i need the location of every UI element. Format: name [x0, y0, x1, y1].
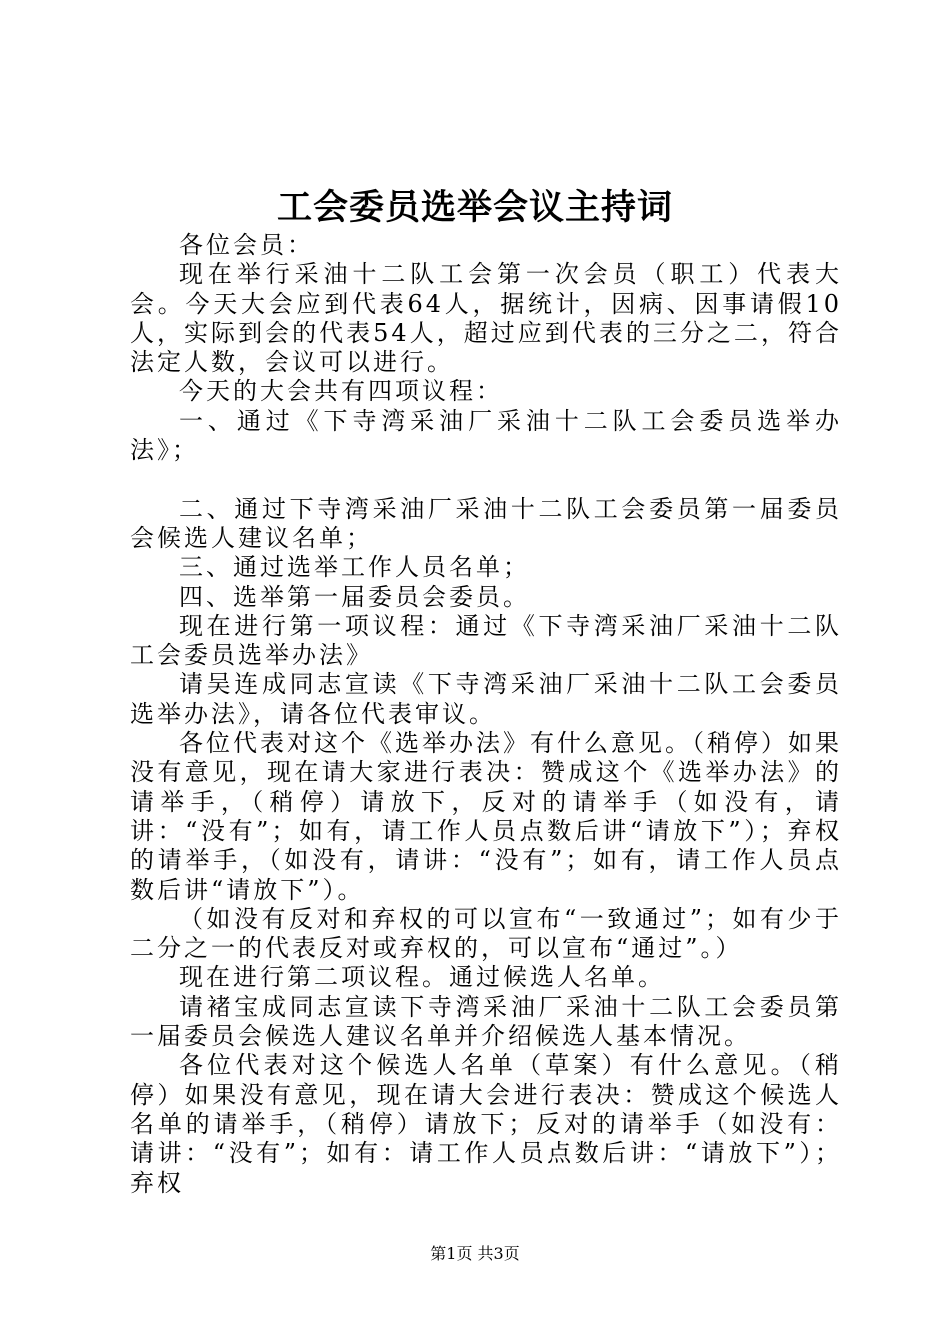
paragraph-vote-rules: 各位代表对这个《选举办法》有什么意见。（稍停）如果没有意见，现在请大家进行表决：赞成这个《选举办法》的请举手，（稍停）请放下，反对的请举手（如没有，请讲：“没有”；如有，请工作人员点数后讲“请放下”）；弃权的请举手，（如没有，请讲：“没有”；如有，请工作人员点数后讲“请放下”）。 — [130, 729, 842, 904]
page-number-footer: 第1页 共3页 — [430, 1244, 520, 1263]
paragraph-opening: 现在举行采油十二队工会第一次会员（职工）代表大会。今天大会应到代表64人，据统计，因病、因事请假10人，实际到会的代表54人，超过应到代表的三分之二，符合法定人数，会议可以进行。 — [130, 260, 842, 377]
paragraph-agenda-item-3: 三、通过选举工作人员名单； — [179, 553, 530, 582]
paragraph-second-agenda: 现在进行第二项议程。通过候选人名单。 — [179, 963, 665, 992]
paragraph-reading-rules: 请吴连成同志宣读《下寺湾采油厂采油十二队工会委员选举办法》，请各位代表审议。 — [130, 670, 842, 728]
document-title: 工会委员选举会议主持词 — [276, 187, 673, 228]
paragraph-candidate-vote: 各位代表对这个候选人名单（草案）有什么意见。（稍停）如果没有意见，现在请大会进行表决：赞成这个候选人名单的请举手，（稍停）请放下；反对的请举手（如没有：请讲：“没有”；如有：请工作人员点数后讲：“请放下”）；弃权 — [130, 1051, 842, 1197]
paragraph-first-agenda: 现在进行第一项议程：通过《下寺湾采油厂采油十二队工会委员选举办法》 — [130, 611, 842, 670]
document-body — [130, 231, 842, 1198]
paragraph-agenda-item-2: 二、通过下寺湾采油厂采油十二队工会委员第一届委员会候选人建议名单； — [130, 494, 842, 552]
paragraph-vote-result-note: （如没有反对和弃权的可以宣布“一致通过”；如有少于二分之一的代表反对或弃权的，可以宣布“通过”。） — [130, 904, 842, 963]
paragraph-salutation: 各位会员： — [179, 231, 314, 259]
paragraph-candidate-reading: 请褚宝成同志宣读下寺湾采油厂采油十二队工会委员第一届委员会候选人建议名单并介绍候选人基本情况。 — [130, 992, 842, 1051]
paragraph-agenda-intro: 今天的大会共有四项议程： — [179, 377, 503, 406]
paragraph-agenda-item-4: 四、选举第一届委员会委员。 — [179, 582, 530, 611]
paragraph-agenda-item-1: 一、通过《下寺湾采油厂采油十二队工会委员选举办法》； — [130, 406, 842, 465]
